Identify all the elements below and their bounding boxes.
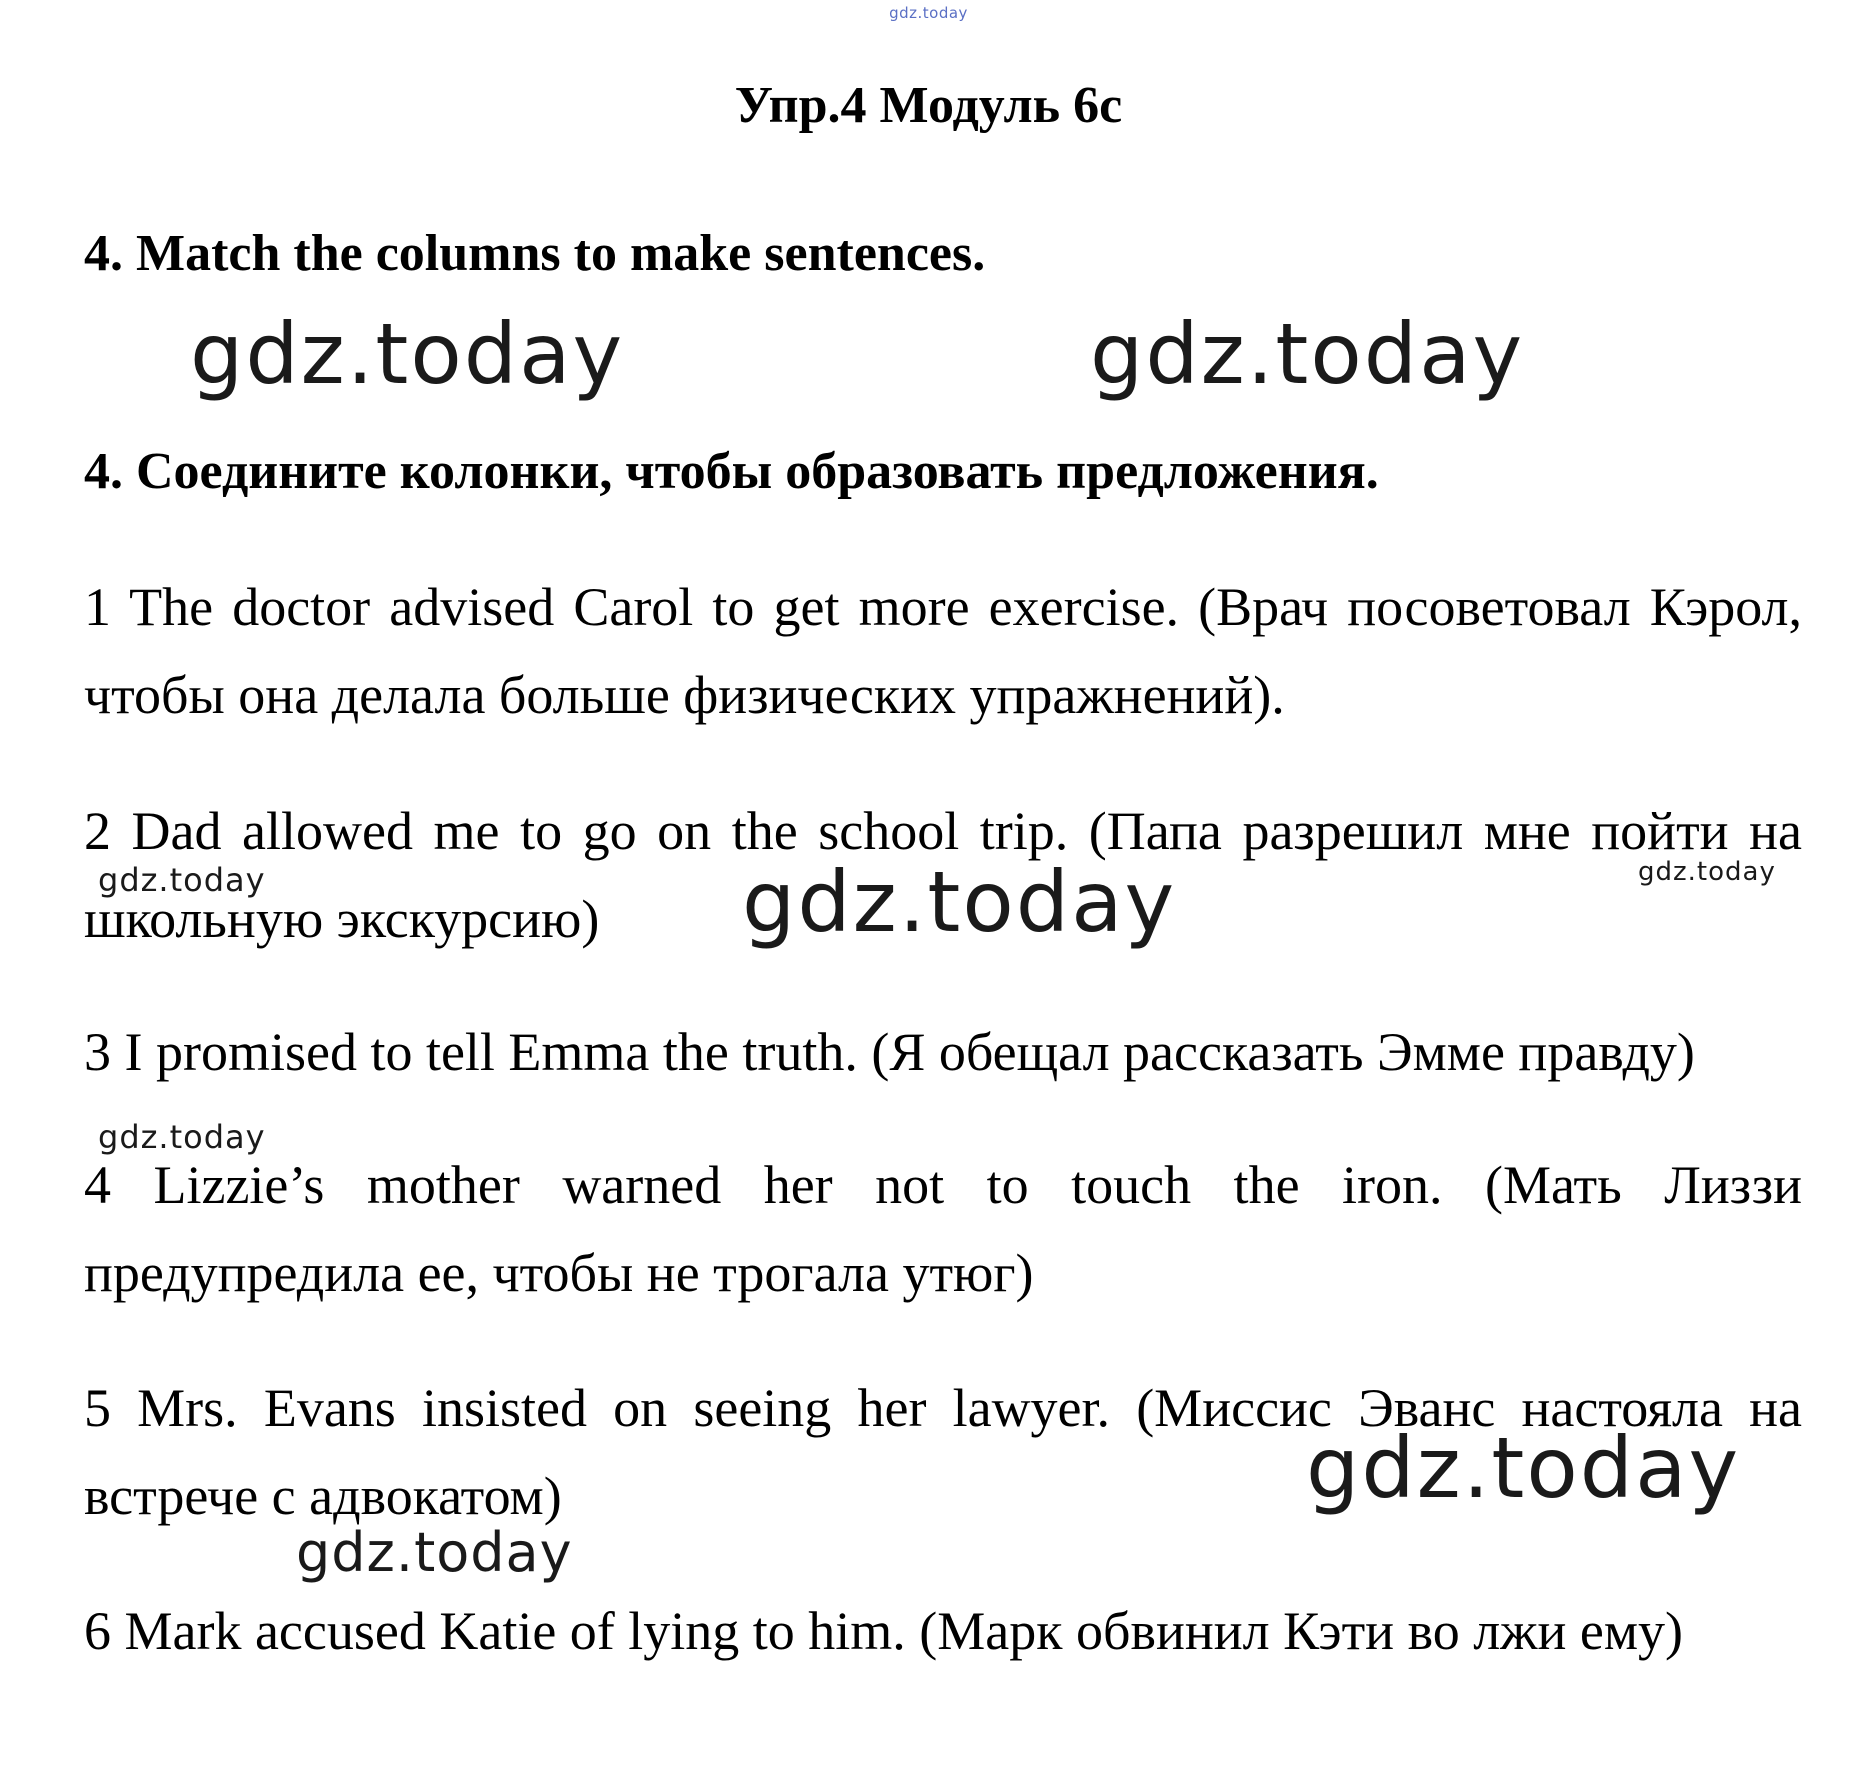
watermark-lower-right: gdz.today (1306, 1419, 1741, 1517)
page-title: Упр.4 Модуль 6с (734, 77, 1123, 134)
watermark-lower-left: gdz.today (296, 1521, 573, 1584)
watermark-tiny: gdz.today (1638, 857, 1776, 887)
sentence-1: 1 The doctor advised Carol to get more exercise. (Врач посоветовал Кэрол, чтобы она делала больше физических упражнений). (84, 577, 1802, 725)
watermark-inline: gdz.today (742, 853, 1177, 951)
watermark-small: gdz.today (98, 1118, 266, 1156)
top-watermark: gdz.today (889, 4, 968, 22)
sentence-6: 6 Mark accused Katie of lying to him. (Марк обвинил Кэти во лжи ему) (84, 1601, 1683, 1661)
sentence-3: 3 I promised to tell Emma the truth. (Я обещал рассказать Эмме правду) (84, 1022, 1695, 1082)
task-heading-english: 4. Match the columns to make sentences. (84, 225, 986, 282)
sentence-4: 4 Lizzie’s mother warned her not to touch the iron. (Мать Лиззи предупредила ее, чтобы не трогала утюг) (84, 1155, 1802, 1303)
sentence-5: 5 Mrs. Evans insisted on seeing her lawyer. (Миссис Эванс настояла на встрече с адвокатом) (84, 1378, 1802, 1526)
sentence-2: 2 Dad allowed me to go on the school trip. (Папа разрешил мне пойти на школьную экскурсию) (84, 801, 1802, 949)
watermark-small: gdz.today (98, 861, 266, 899)
task-heading-russian: 4. Соедините колонки, чтобы образовать предложения. (84, 443, 1379, 500)
watermark-right: gdz.today (1090, 305, 1525, 403)
watermark-left: gdz.today (190, 305, 625, 403)
